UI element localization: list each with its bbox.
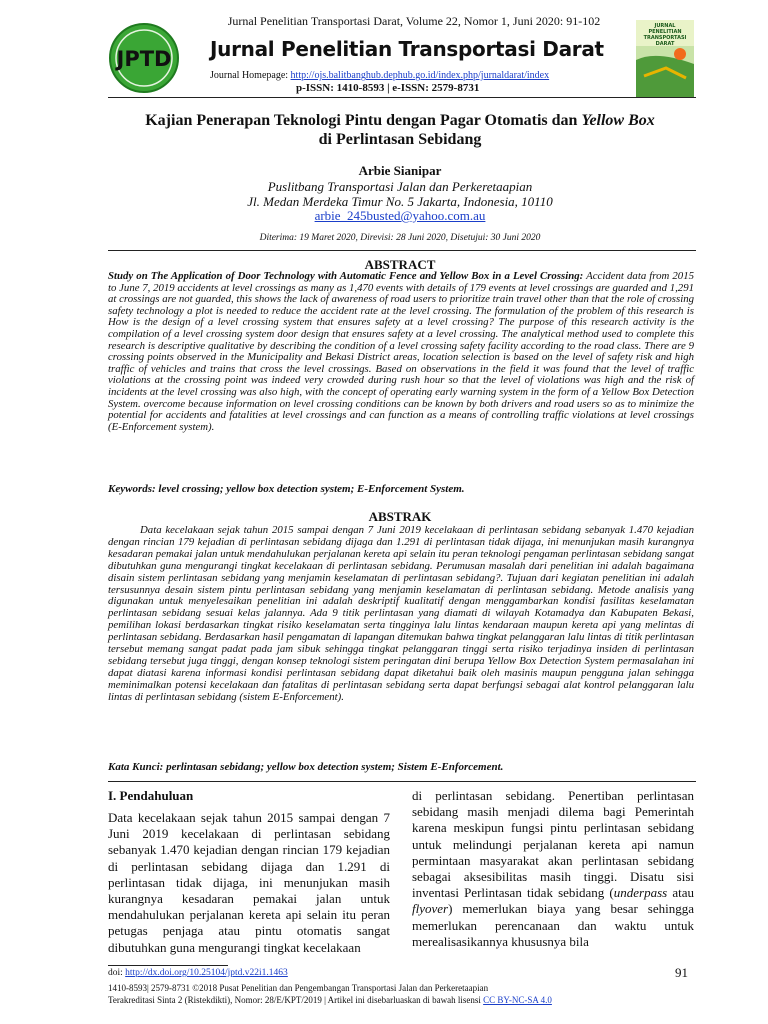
author-email[interactable]: arbie_245busted@yahoo.com.au [314,208,486,223]
page-number: 91 [675,965,688,980]
footnote-divider [108,965,228,966]
abstrak-text: Data kecelakaan sejak tahun 2015 sampai dengan 7 Juni 2019 kecelakaan di perlintasan sebidang sebanyak 1.470 kejadian dengan rincian 179 kejadian di perlintasan sebidang dijaga dan 1.291 di perlintasan tidak dijaga, ini menunjukan masih kurangnya kesadaran pemakai jalan untuk mendahulukan perjalanan kereta api selain itu peran teknologi pengaman perlintasan sebidang sangat dibutuhkan guna mengurangi tingkat kecelakaan di perlintasan sebidang. Perumusan masalah dari penelitian ini adalah bagaimana disain sistem perlintasan sebidang yang menjamin keselamatan di perlintasan sebidang?. Tujuan dari kegiatan penelitian ini adalah tersusunnya desain sistem pintu perlintasan sebidang yang menjamin keselamatan di perlintasan sebidang. Metode analisis yang digunakan untuk menyelesaikan penelitian ini adalah deskriptif kualitatif dengan menggambarkan kondisi fasilitas keselamatan perlintasan sebidang sesuai kelas jalannya. Ada 9 titik perlintasan yang diamati di wilayah Kotamadya dan Kabupaten Bekasi, pemilihan lokasi berdasarkan tingkat risiko keselamatan serta tingginya lalu lintas kendaraan maupun kereta api yang melintas di perlintasan sebidang. Berdasarkan hasil pengamatan di lapangan ditemukan bahwa tingkat pelanggaran lalu lintas di titik perlintasan tersebut memang sangat padat pada jam sibuk sehingga tingkat pelanggaran tinggi serta risiko terjadinya insiden di perlintasan sebidang tersebut juga tinggi, dengan konsep teknologi sistem peringatan dini berupa Yellow Box Detection System permasalahan ini dapat diatasi karena informasi kondisi perlintasan sebidang dapat diketahui baik oleh masinis maupun pengguna jalan sehingga meminimalkan potensi kecelakaan dan fatalitas di perlintasan sebidang serta dapat berfungsi sebagai alat kontrol pelanggaran lalu lintas di perlintasan sebidang (sistem E-Enforcement). [108,524,694,703]
abstract-title: Study on The Application of Door Technology with Automatic Fence and Yellow Box in a Level Crossing: [108,270,584,282]
homepage-link[interactable]: http://ojs.balitbanghub.dephub.go.id/index.php/jurnaldarat/index [290,70,550,81]
doi-link[interactable]: http://dx.doi.org/10.25104/jptd.v22i1.1463 [125,968,288,978]
body-divider [108,781,696,782]
keywords: Keywords: level crossing; yellow box detection system; E-Enforcement System. [108,483,465,495]
left-column-text: Data kecelakaan sejak tahun 2015 sampai dengan 7 Juni 2019 kecelakaan di perlintasan sebidang sebanyak 1.470 kejadian dengan rincian 179 kejadian di perlintasan sebidang dijaga dan 1.291 di perlintasan tidak dijaga, ini menunjukan masih kurangnya kesadaran pemakai jalan untuk mendahulukan perjalanan kereta api selain itu peran petugas penjaga atau pintu otomatis sangat dibutuhkan guna mengurangi tingkat kecelakaan [108,810,390,955]
kata-kunci: Kata Kunci: perlintasan sebidang; yellow box detection system; Sistem E-Enforcement. [108,761,504,773]
journal-citation: Jurnal Penelitian Transportasi Darat, Volume 22, Nomor 1, Juni 2020: 91-102 [227,14,601,28]
paper-title: Kajian Penerapan Teknologi Pintu dengan Pagar Otomatis dan Yellow Box di Perlintasan Sebidang [145,112,655,148]
abstract-divider [108,250,696,251]
abstract-heading: ABSTRACT [364,257,436,272]
right-column-text: di perlintasan sebidang. Penertiban perlintasan sebidang masih menjadi dilema bagi Pemerintah karena meskipun fungsi pintu perlintasan sebidang untuk melindungi perjalanan kereta api namun permintaan masyarakat akan perlintasan sebidang sebagai aksesibilitas masih tinggi. Disatu sisi inventasi Perlintasan tidak sebidang (underpass atau flyover) memerlukan biaya yang besar sehingga memerlukan perencanaan dan waktu untuk merealisasikannya khususnya bila [412,788,695,949]
submission-dates: Diterima: 19 Maret 2020, Direvisi: 28 Juni 2020, Disetujui: 30 Juni 2020 [259,233,541,243]
author-name: Arbie Sianipar [358,163,442,178]
abstract-text [108,271,694,433]
journal-logo [108,22,180,94]
accreditation-line: Terakreditasi Sinta 2 (Ristekdikti), Nomor: 28/E/KPT/2019 | Artikel ini disebarluaskan di bawah lisensi CC BY-NC-SA 4.0 [108,995,552,1005]
issn-line: p-ISSN: 1410-8593 | e-ISSN: 2579-8731 [296,82,480,94]
abstract-body: Accident data from 2015 to June 7, 2019 accidents at level crossings as many as 1,470 events with details of 179 events at level crossings are guarded and 1,291 at crossings are not guarded, this shows the lack of awareness of road users to prioritize train travel other than that the role of crossing safety technology a plot is needed to reduce the accident rate at the level crossing. The formulation of the problem of this research is How is the design of a level crossing system that ensures safety at a level crossing? The purpose of this research activity is the compilation of a level crossing system door design that ensures safety at a level crossing. The analytical method used to complete this research is descriptive qualitative by describing the condition of a level crossing safety facility according to the road class. There are 9 crossing points observed in the Municipality and Bekasi District areas, location selection is based on the level of safety risk and high traffic of vehicles and trains that cross the level crossings. Based on observations in the field it was found that the level of traffic violations at the crossing point was indeed very crowded during rush hour so that the level of violations was high and the risk of incidents at the level crossing was also high, with the concept of operating early warning system in the form of a Yellow Box Detection System. overcome because information on level crossing conditions can be known by both drivers and road users so as to minimize the potential for accidents and fatalities at level crossings and can function as a means of controlling traffic violations at level crossings (E-Enforcement system). [108,270,694,433]
journal-homepage [210,70,549,81]
copyright-line: 1410-8593| 2579-8731 ©2018 Pusat Penelitian dan Pengembangan Transportasi Jalan dan Perkeretaapian [108,983,489,993]
journal-title: Jurnal Penelitian Transportasi Darat [210,37,604,61]
license-link[interactable]: CC BY-NC-SA 4.0 [483,995,552,1005]
doi-line: doi: http://dx.doi.org/10.25104/jptd.v22i1.1463 [108,968,288,978]
logo-text: JPTD [116,47,172,71]
cover-title: JURNAL PENELITIAN TRANSPORTASI DARAT [643,23,687,47]
section-heading: I. Pendahuluan [108,788,194,803]
homepage-label: Journal Homepage: [210,70,291,81]
header-divider [108,97,696,98]
journal-cover-thumbnail [636,20,694,98]
abstrak-heading: ABSTRAK [368,509,432,524]
author-affiliation: Puslitbang Transportasi Jalan dan Perkeretaapian [267,179,533,194]
author-address: Jl. Medan Merdeka Timur No. 5 Jakarta, Indonesia, 10110 [247,194,553,209]
